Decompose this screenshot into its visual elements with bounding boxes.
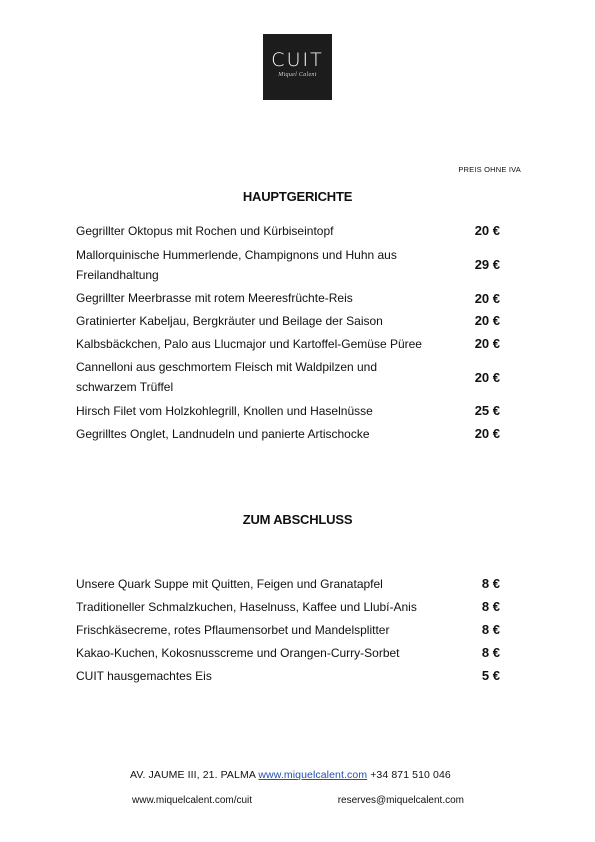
item-name: Mallorquinische Hummerlende, Champignons und Huhn aus Freilandhaltung — [76, 247, 397, 282]
item-name: Traditioneller Schmalzkuchen, Haselnuss, Kaffee und Llubí-Anis — [76, 599, 417, 614]
item-price: 20 € — [474, 336, 500, 351]
item-price: 20 € — [474, 290, 500, 306]
menu-item — [76, 618, 502, 641]
footer-email: reserves@miquelcalent.com — [337, 795, 464, 806]
dessert-section-title: ZUM ABSCHLUSS — [242, 512, 353, 527]
logo-wordmark: CUIT — [271, 49, 324, 71]
footer-address: AV. JAUME III, 21. PALMA — [130, 769, 256, 781]
footer-links-line — [132, 795, 464, 806]
footer-website: www.miquelcalent.com/cuit — [132, 795, 253, 806]
main-dishes-list — [76, 220, 502, 445]
dessert-list — [76, 572, 502, 687]
item-price: 20 € — [474, 369, 500, 385]
menu-item — [76, 422, 502, 445]
item-name: Gegrillter Meerbrasse mit rotem Meeresfrüchte-Reis — [76, 291, 353, 305]
item-name: Gratinierter Kabeljau, Bergkräuter und Beilage der Saison — [76, 313, 383, 328]
item-price: 8 € — [481, 576, 500, 591]
item-name: Gegrillter Oktopus mit Rochen und Kürbiseintopf — [76, 223, 334, 238]
item-name: Frischkäsecreme, rotes Pflaumensorbet und Mandelsplitter — [76, 622, 390, 637]
item-price: 29 € — [474, 257, 500, 272]
menu-item — [76, 355, 502, 399]
menu-item — [76, 572, 502, 595]
item-name: Gegrilltes Onglet, Landnudeln und panierte Artischocke — [76, 426, 370, 441]
menu-item — [76, 242, 502, 287]
item-name: Kakao-Kuchen, Kokosnusscreme und Orangen-Curry-Sorbet — [76, 645, 400, 660]
item-price: 20 € — [474, 426, 500, 441]
item-price: 25 € — [474, 403, 500, 418]
cuit-logo — [263, 34, 332, 100]
item-price: 8 € — [481, 599, 500, 614]
price-note: PREIS OHNE IVA — [458, 165, 521, 174]
item-name: Cannelloni aus geschmortem Fleisch mit Waldpilzen und schwarzem Trüffel — [76, 360, 378, 394]
item-name: Hirsch Filet vom Holzkohlegrill, Knollen und Haselnüsse — [76, 403, 373, 418]
menu-item — [76, 287, 502, 309]
menu-item — [76, 332, 502, 355]
menu-item — [76, 399, 502, 422]
footer-contact-line — [130, 769, 451, 781]
item-price: 8 € — [481, 622, 500, 637]
main-section-title: HAUPTGERICHTE — [242, 189, 353, 204]
logo-signature: Miquel Calent — [278, 72, 317, 78]
menu-item — [76, 220, 502, 241]
menu-item — [76, 595, 502, 618]
item-price: 20 € — [474, 223, 500, 238]
item-price: 20 € — [474, 313, 500, 328]
footer-phone: +34 871 510 046 — [370, 769, 451, 781]
item-name: Unsere Quark Suppe mit Quitten, Feigen und Granatapfel — [76, 576, 383, 591]
menu-item — [76, 309, 502, 332]
item-price: 8 € — [481, 645, 500, 660]
menu-item — [76, 664, 502, 687]
item-name: CUIT hausgemachtes Eis — [76, 668, 212, 683]
footer-website-link[interactable]: www.miquelcalent.com — [258, 769, 368, 781]
item-price: 5 € — [481, 668, 500, 683]
item-name: Kalbsbäckchen, Palo aus Llucmajor und Kartoffel-Gemüse Püree — [76, 336, 422, 351]
menu-item — [76, 641, 502, 664]
